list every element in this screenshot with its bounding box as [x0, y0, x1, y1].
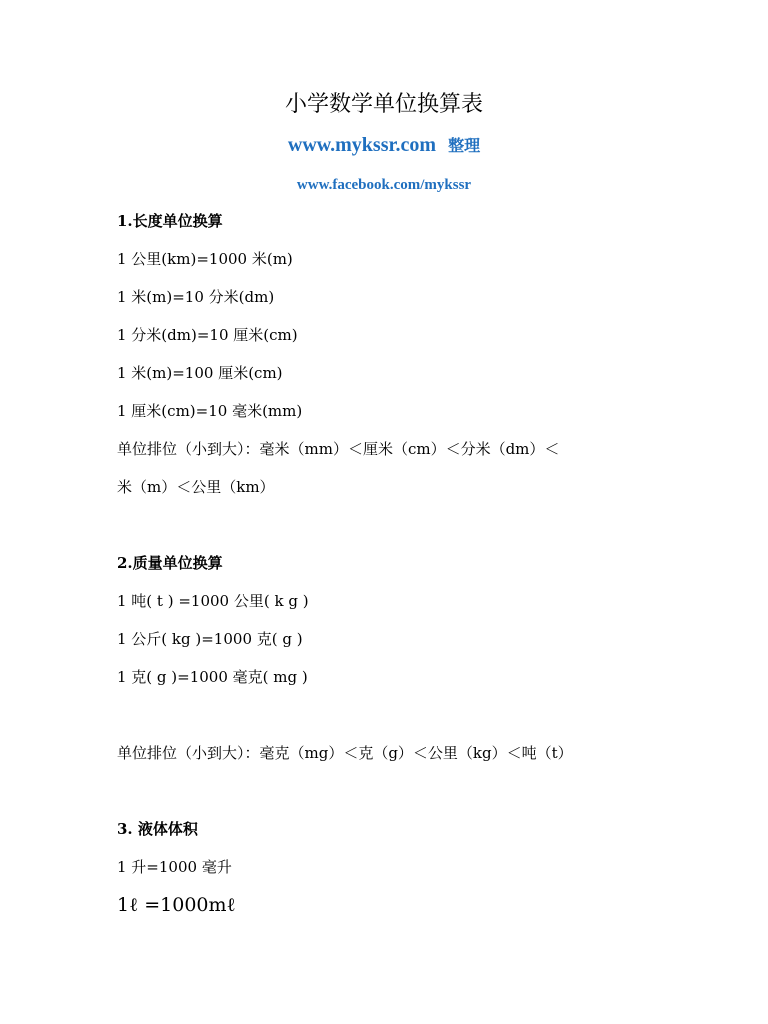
- mass-order-line: 单位排位（小到大）：毫克（mg）＜克（g）＜公里（kg）＜吨（t）: [117, 744, 573, 762]
- length-order-line-2: 米（m）＜公里（km）: [117, 478, 275, 496]
- site-link[interactable]: www.mykssr.com: [287, 134, 437, 156]
- mass-line-3: 1 克( g )=1000 毫克( mg ): [117, 668, 308, 686]
- length-order-line-1: 单位排位（小到大）：毫米（mm）＜厘米（cm）＜分米（dm）＜: [117, 440, 560, 458]
- volume-heading: 3. 液体体积: [117, 820, 198, 838]
- volume-line-1: 1 升=1000 毫升: [117, 858, 232, 876]
- mass-line-2: 1 公斤( kg )=1000 克( g ): [117, 630, 303, 648]
- length-line-5: 1 厘米(cm)=10 毫米(mm): [117, 402, 303, 420]
- page-title: 小学数学单位换算表: [284, 92, 483, 117]
- length-heading: 1.长度单位换算: [117, 212, 223, 230]
- facebook-link[interactable]: www.facebook.com/mykssr: [296, 177, 472, 193]
- volume-line-2: 1ℓ =1000mℓ: [117, 894, 236, 916]
- length-line-1: 1 公里(km)=1000 米(m): [117, 250, 293, 268]
- length-line-4: 1 米(m)=100 厘米(cm): [117, 364, 283, 382]
- site-line: [0, 130, 768, 161]
- mass-heading: 2.质量单位换算: [117, 554, 223, 572]
- length-line-2: 1 米(m)=10 分米(dm): [117, 288, 275, 306]
- length-line-3: 1 分米(dm)=10 厘米(cm): [117, 326, 298, 344]
- site-suffix: 整理: [448, 136, 481, 155]
- mass-line-1: 1 吨( t ) =1000 公里( k g ): [117, 592, 309, 610]
